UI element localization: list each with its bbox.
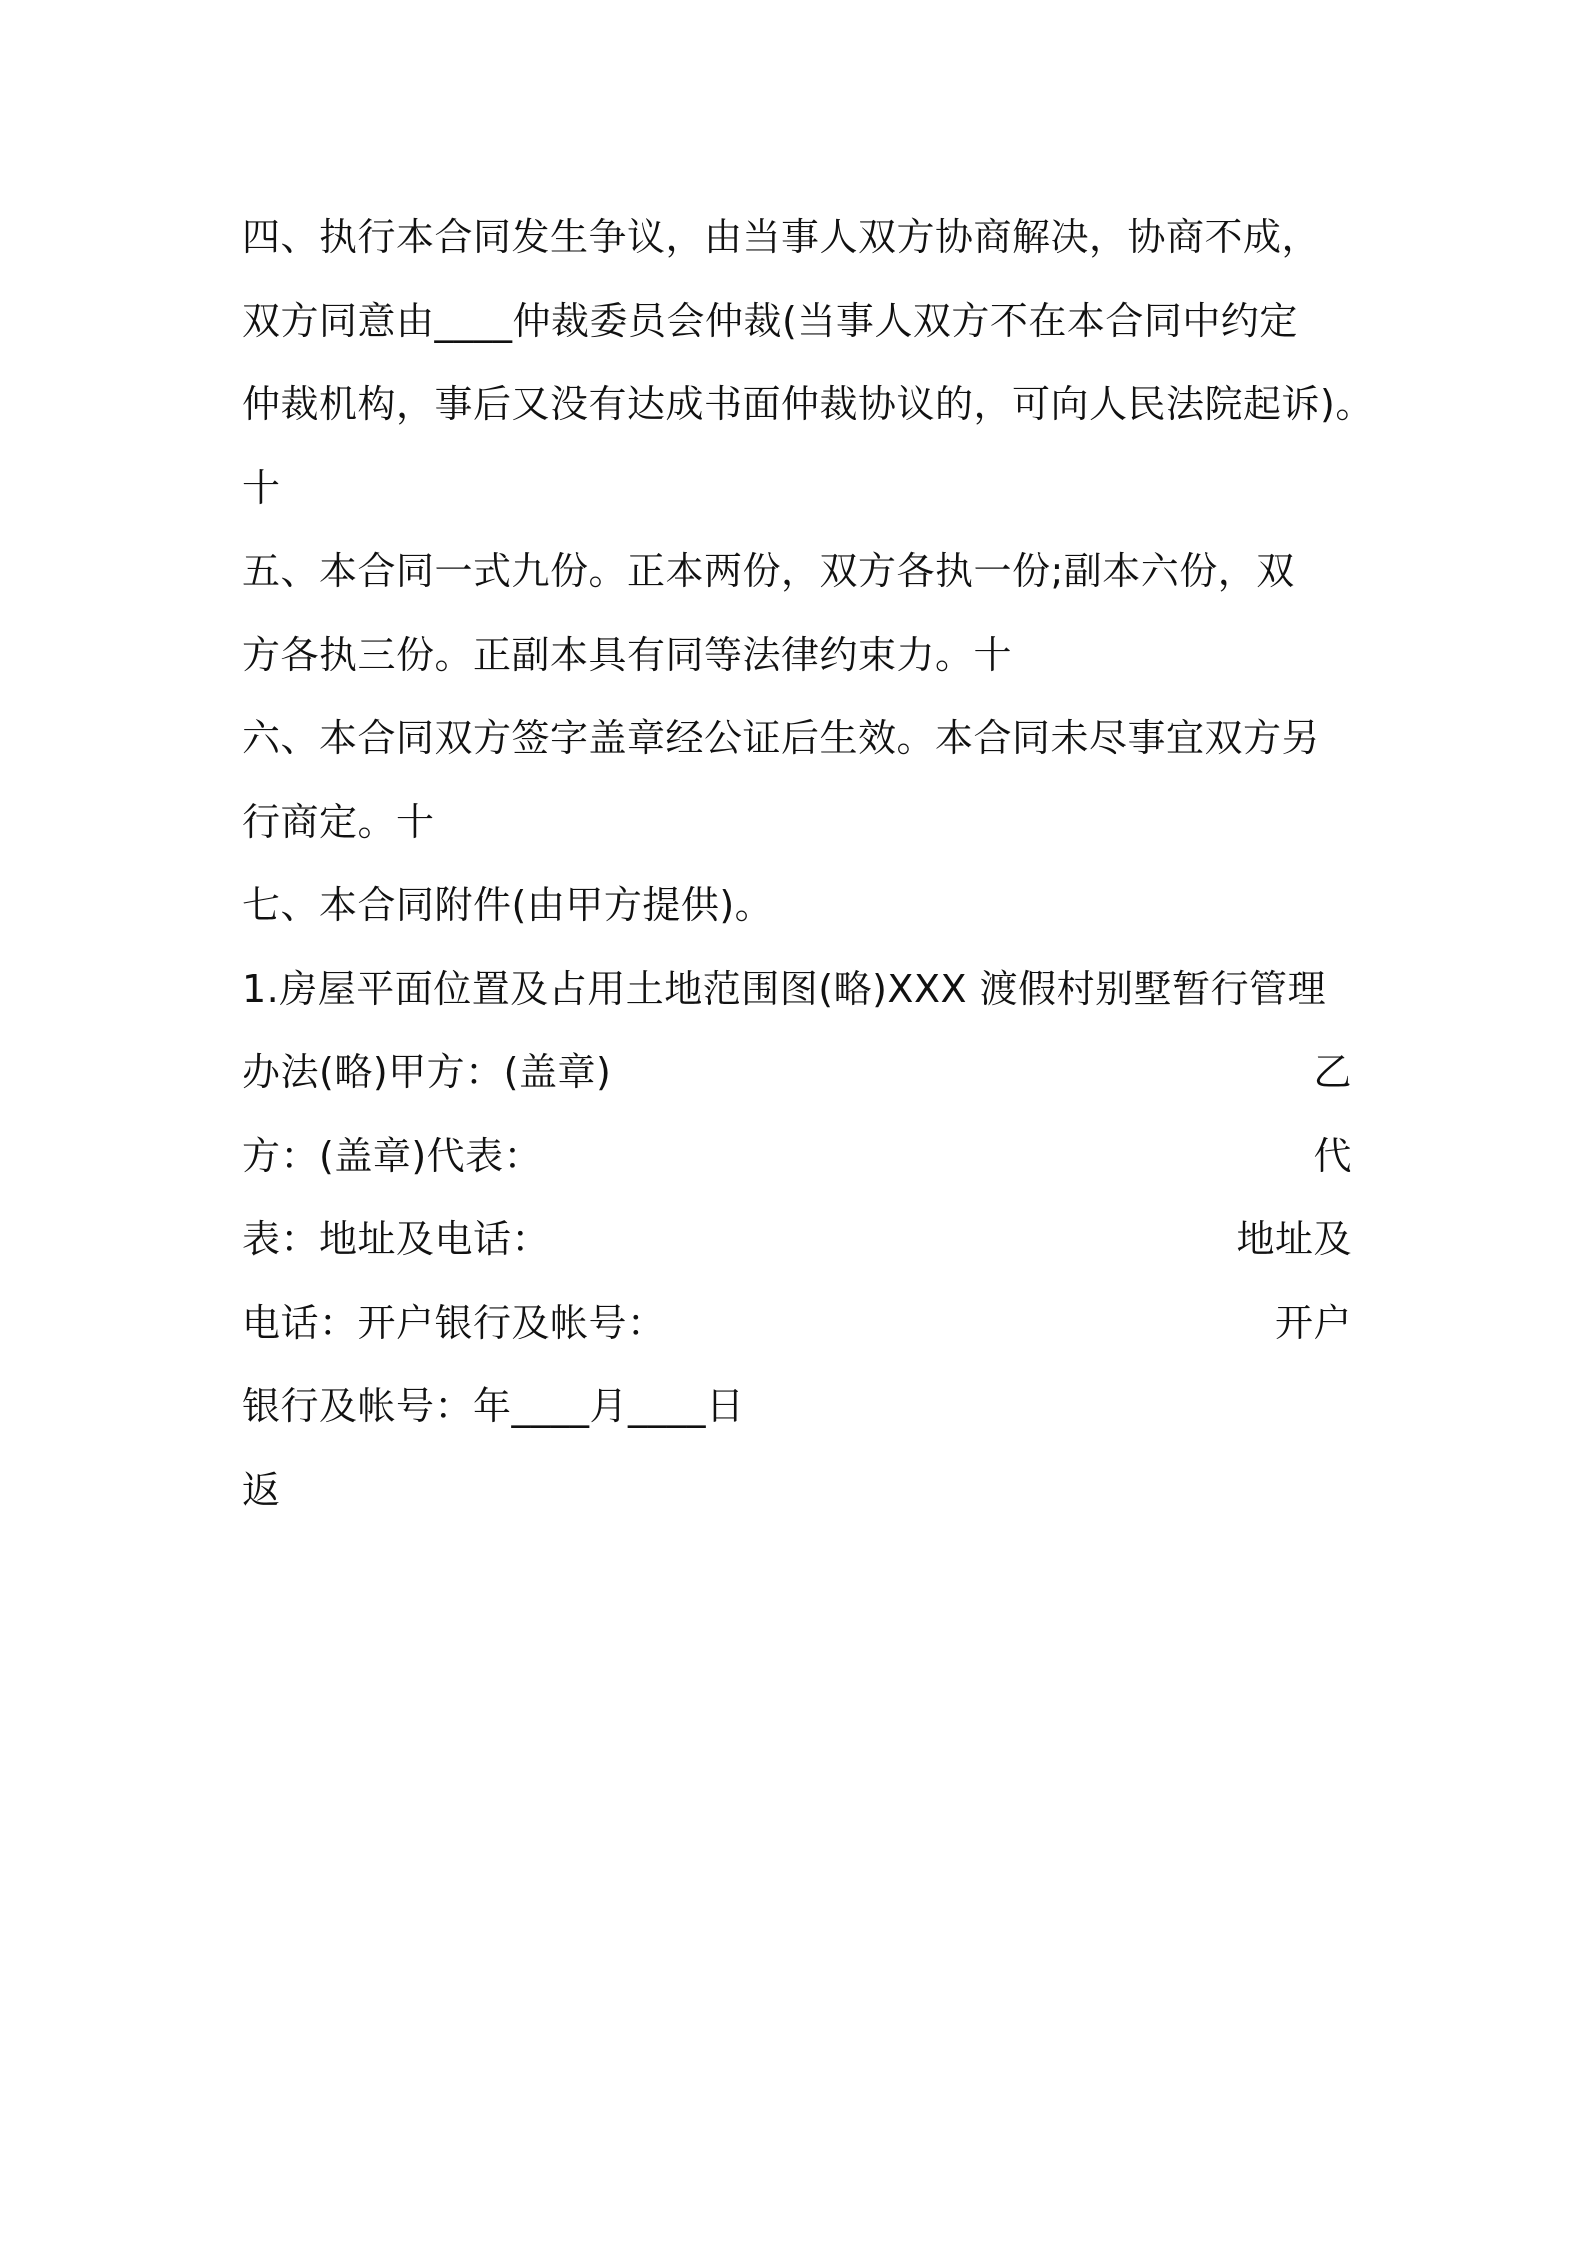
signature-line — [242, 1198, 1352, 1282]
clause-4-line-2: 双方同意由____仲裁委员会仲裁(当事人双方不在本合同中约定 — [242, 298, 1298, 343]
contract-body — [242, 196, 1374, 1532]
signature-line — [242, 1115, 1352, 1199]
signature-line — [242, 1031, 1352, 1115]
signature-line-left: 办法(略)甲方：(盖章) — [242, 1050, 612, 1094]
clause-4-line-3: 仲裁机构，事后又没有达成书面仲裁协议的，可向人民法院起诉)。 — [242, 382, 1374, 426]
date-line: 银行及帐号：年____月____日 — [242, 1384, 745, 1428]
signature-line-right: 开户 — [1274, 1300, 1352, 1345]
signature-line-right: 代 — [1313, 1133, 1352, 1178]
signature-line-right: 乙 — [1313, 1050, 1352, 1094]
footer-text: 返 — [242, 1467, 281, 1512]
clause-5-line-2: 方各执三份。正副本具有同等法律约束力。十 — [242, 632, 1013, 677]
clause-4-line-1: 四、执行本合同发生争议，由当事人双方协商解决，协商不成， — [242, 215, 1321, 259]
signature-line-right: 地址及 — [1236, 1217, 1352, 1261]
clause-5-line-1: 五、本合同一式九份。正本两份，双方各执一份;副本六份，双 — [242, 549, 1295, 593]
signature-line-left: 电话：开户银行及帐号： — [242, 1300, 666, 1345]
signature-line — [242, 1282, 1352, 1366]
signature-line-left: 表：地址及电话： — [242, 1217, 551, 1261]
clause-7-line-1: 七、本合同附件(由甲方提供)。 — [242, 883, 774, 927]
clause-4-line-4: 十 — [242, 465, 281, 510]
signature-line-left: 方：(盖章)代表： — [242, 1133, 543, 1178]
attachment-line-1: 1.房屋平面位置及占用土地范围图(略)XXX 渡假村别墅暂行管理 — [242, 966, 1327, 1011]
clause-6-line-2: 行商定。十 — [242, 799, 435, 844]
clause-6-line-1: 六、本合同双方签字盖章经公证后生效。本合同未尽事宜双方另 — [242, 716, 1321, 760]
